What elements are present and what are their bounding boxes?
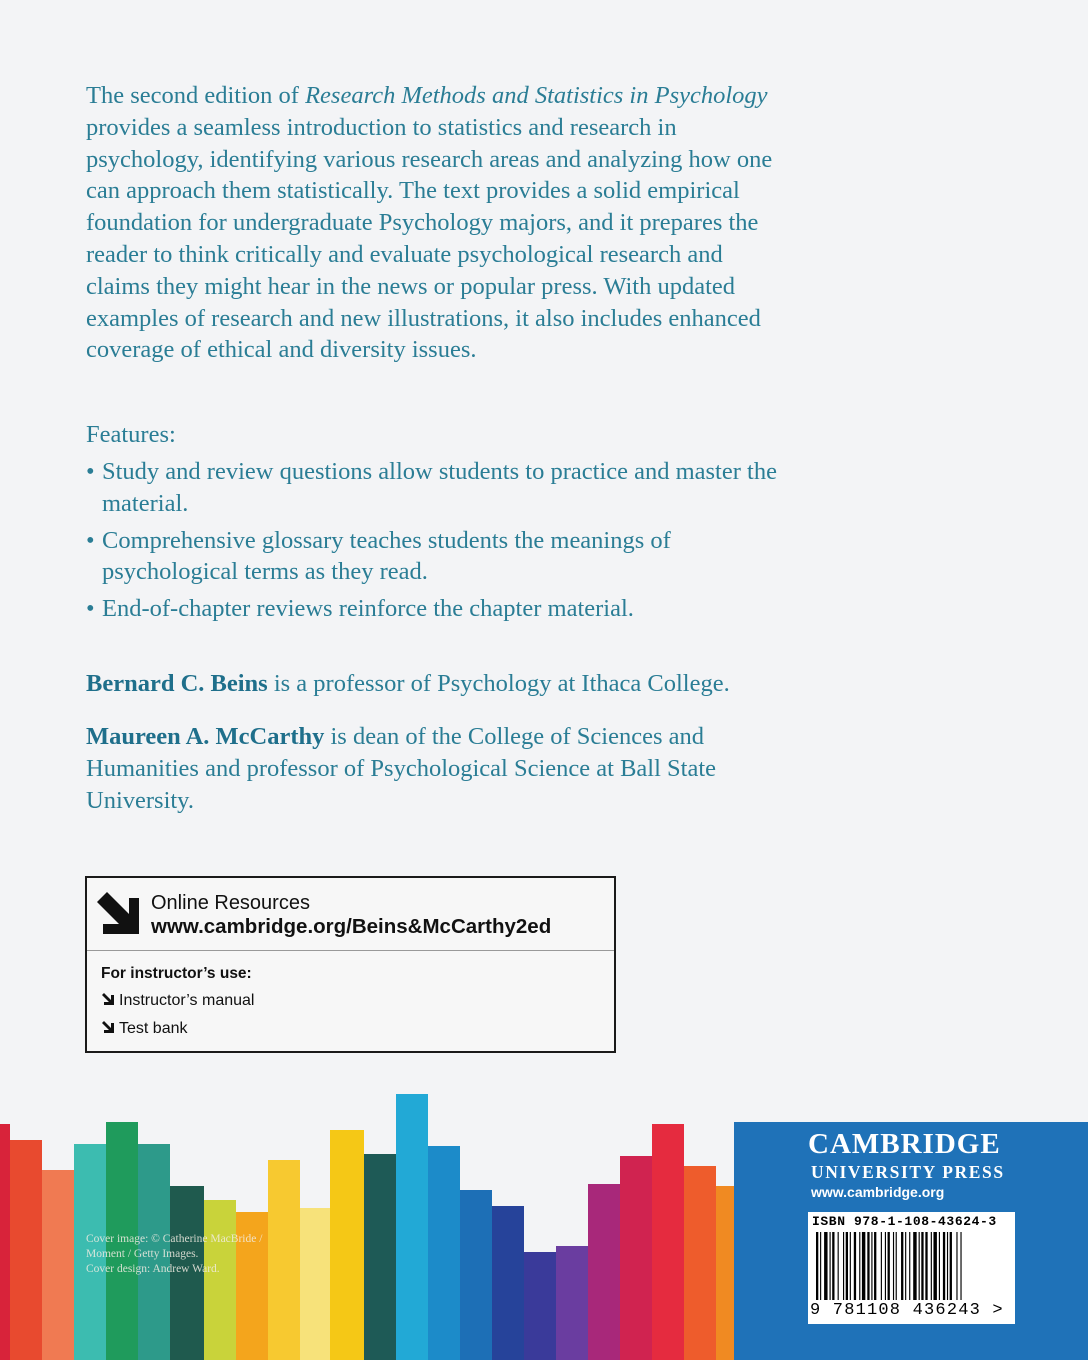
list-item <box>86 525 786 589</box>
barcode-digits: 9 781108 436243 > <box>810 1301 1004 1320</box>
arrow-down-right-icon <box>101 992 115 1006</box>
publisher-panel <box>734 1122 1088 1360</box>
barcode-bar <box>820 1232 821 1300</box>
barcode-bar <box>881 1232 882 1300</box>
pencil <box>364 1154 396 1360</box>
isbn-label: ISBN 978-1-108-43624-3 <box>812 1214 997 1229</box>
barcode-bar <box>874 1232 876 1300</box>
resource-item-label: Instructor’s manual <box>119 992 255 1009</box>
author-bio-text: is a professor of Psychology at Ithaca College. <box>267 670 730 697</box>
resource-item-label: Test bank <box>119 1020 188 1037</box>
barcode-bar <box>919 1232 920 1300</box>
description-body: provides a seamless introduction to statistics and research in psychology, identifying various research areas and analyzing how one can approach them statistically. The text provides a solid empirical foundation for undergraduate Psychology majors, and it prepares the reader to think critically and evaluate psychological research and claims they might hear in the news or popular press. With updated examples of research and new illustrations, it also includes enhanced coverage of ethical and diversity issues. <box>86 113 773 364</box>
features-list <box>86 456 786 630</box>
book-description <box>86 80 786 366</box>
pencil <box>204 1200 236 1360</box>
features-heading: Features: <box>86 421 176 448</box>
barcode-bar <box>896 1232 897 1300</box>
bullet: • <box>86 526 95 554</box>
barcode-bar <box>854 1232 856 1300</box>
barcode-bar <box>816 1232 818 1300</box>
list-item <box>86 593 786 625</box>
pencil <box>524 1252 556 1360</box>
barcode-bar <box>960 1232 961 1300</box>
divider <box>87 950 614 951</box>
arrow-down-right-icon <box>101 1020 115 1034</box>
pencil <box>396 1094 428 1360</box>
barcode-bar <box>838 1232 839 1300</box>
pencil <box>268 1160 300 1360</box>
barcode-bar <box>943 1232 945 1300</box>
author-bio-text: is dean of the College of Sciences and Humanities and professor of Psychological Science at Ball State University. <box>86 723 717 814</box>
barcode-bar <box>939 1232 940 1300</box>
pencil <box>652 1124 684 1360</box>
barcode-bar <box>830 1232 831 1300</box>
barcode-bar <box>909 1232 910 1300</box>
pencil <box>300 1208 330 1360</box>
barcode-bar <box>921 1232 923 1300</box>
pencil <box>556 1246 588 1360</box>
pencil <box>620 1156 652 1360</box>
barcode-bar <box>956 1232 957 1300</box>
resource-item <box>101 1020 187 1038</box>
barcode-bar <box>913 1232 916 1300</box>
barcode-bar <box>905 1232 906 1300</box>
book-title: Research Methods and Statistics in Psychology <box>305 82 768 109</box>
barcode-bar <box>888 1232 890 1300</box>
credit-line: Cover design: Andrew Ward. <box>86 1263 220 1275</box>
resource-item <box>101 992 254 1010</box>
barcode-bar <box>846 1232 848 1300</box>
barcode-bar <box>947 1232 948 1300</box>
barcode-bar <box>950 1232 952 1300</box>
author-bio-1 <box>86 668 786 700</box>
barcode-bar <box>871 1232 872 1300</box>
barcode-bar <box>862 1232 865 1300</box>
credit-line: Cover image: © Catherine MacBride / <box>86 1233 263 1245</box>
pencil <box>588 1184 620 1360</box>
barcode-bar <box>867 1232 869 1300</box>
pencil <box>330 1130 364 1360</box>
arrow-down-right-icon <box>95 890 141 936</box>
publisher-subtitle: UNIVERSITY PRESS <box>811 1162 1005 1182</box>
bullet: • <box>86 595 95 623</box>
barcode-bar <box>824 1232 827 1300</box>
cover-credits <box>86 1232 262 1277</box>
publisher-url[interactable]: www.cambridge.org <box>811 1184 945 1200</box>
pencil <box>460 1190 492 1360</box>
resources-url[interactable]: www.cambridge.org/Beins&McCarthy2ed <box>151 915 552 938</box>
online-resources-box <box>85 876 616 1053</box>
pencil <box>0 1124 10 1360</box>
barcode-bar <box>893 1232 894 1300</box>
resources-title: Online Resources <box>151 892 310 914</box>
bullet: • <box>86 458 95 485</box>
barcode-bar <box>931 1232 932 1300</box>
list-item <box>86 456 786 520</box>
barcode-bar <box>925 1232 927 1300</box>
author-name: Bernard C. Beins <box>86 670 268 697</box>
credit-line: Moment / Getty Images. <box>86 1248 199 1260</box>
author-name: Maureen A. McCarthy <box>86 723 325 750</box>
feature-text: Comprehensive glossary teaches students the meanings of psychological terms as they read. <box>102 526 671 586</box>
barcode-bar <box>859 1232 860 1300</box>
feature-text: End-of-chapter reviews reinforce the chapter material. <box>102 595 634 623</box>
barcode-bar <box>843 1232 844 1300</box>
barcode-bar <box>850 1232 851 1300</box>
pencil <box>10 1140 42 1360</box>
feature-text: Study and review questions allow students to practice and master the material. <box>102 458 777 517</box>
description-intro: The second edition of <box>86 82 306 109</box>
author-bio-2 <box>86 721 786 816</box>
barcode <box>812 1232 1011 1300</box>
pencil <box>492 1206 524 1360</box>
publisher-name: CAMBRIDGE <box>808 1128 1001 1160</box>
pencil <box>42 1170 74 1360</box>
barcode-bar <box>885 1232 886 1300</box>
barcode-bar <box>901 1232 903 1300</box>
instructor-heading: For instructor’s use: <box>101 965 252 982</box>
barcode-box <box>808 1212 1015 1324</box>
barcode-bar <box>832 1232 834 1300</box>
pencil <box>428 1146 460 1360</box>
pencil <box>684 1166 716 1360</box>
barcode-bar <box>933 1232 936 1300</box>
